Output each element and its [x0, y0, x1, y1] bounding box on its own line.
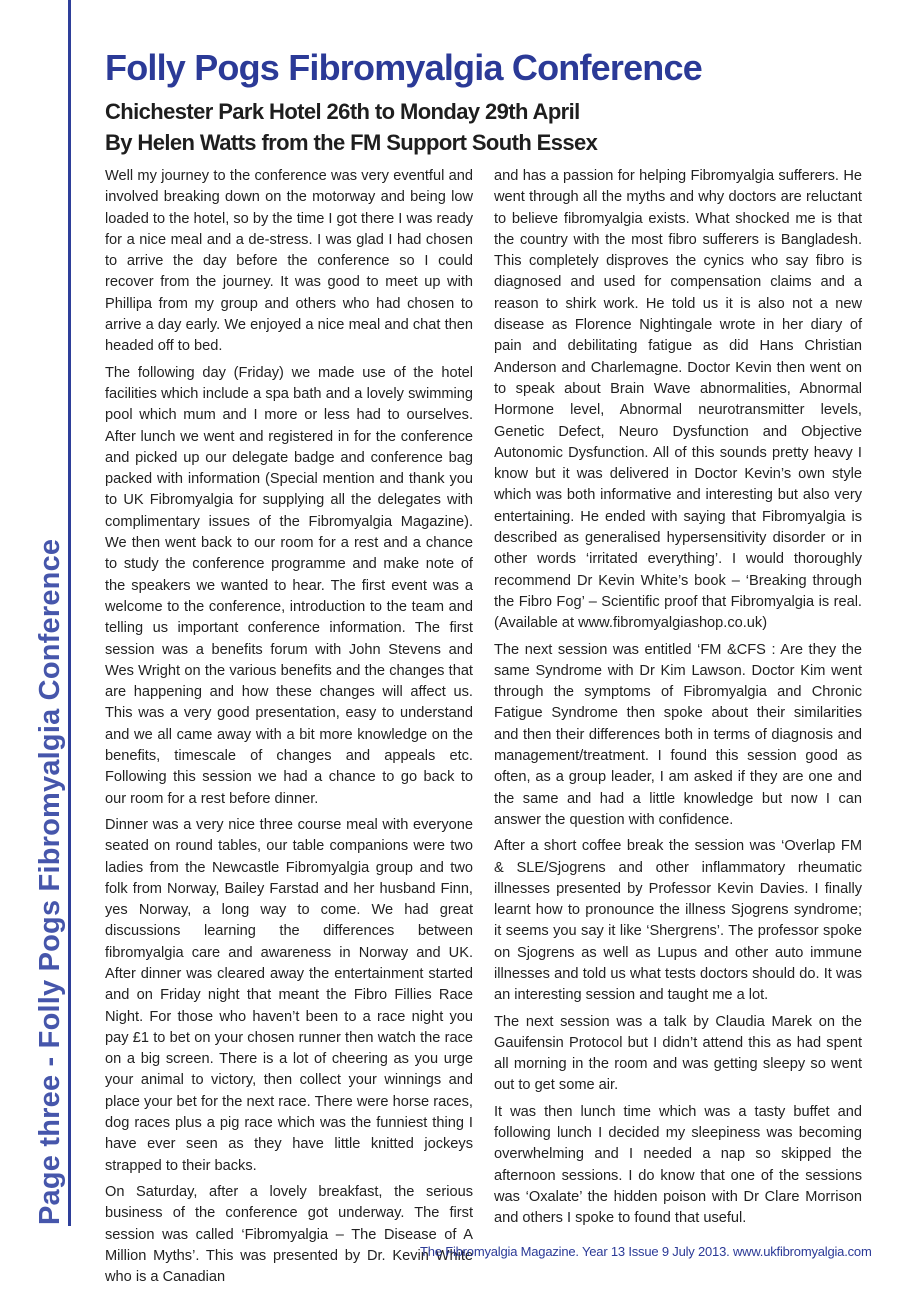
paragraph: Well my journey to the conference was very eventful and involved breaking down on the motorway and being low loaded to the hotel, so by the time I got there I was ready for a nice meal and a de-stress. I was glad I had chosen to arrive the day before the conference so I could recover from the journey. It was good to meet up with Phillipa from my group and others who had chosen to arrive a day early. We enjoyed a nice meal and chat then headed off to bed.: [105, 168, 473, 355]
vertical-divider-rule: [68, 0, 71, 1226]
paragraph: After a short coffee break the session was ‘Overlap FM & SLE/Sjogrens and other inflammatory rheumatic illnesses presented by Professor Kevin Davies. I finally learnt how to pronounce the illness Sjogrens syndrome; it seems you say it like ‘Shergrens’. The professor spoke on Sjogrens as well as Lupus and other auto immune illnesses and told us what tests doctors should do. It was an interesting session and taught me a lot.: [494, 838, 862, 1004]
article-column-right: [494, 166, 862, 1235]
article-subtitle-venue: Chichester Park Hotel 26th to Monday 29th April: [105, 99, 580, 124]
paragraph: and has a passion for helping Fibromyalgia sufferers. He went through all the myths and why doctors are reluctant to believe fibromyalgia exists. What shocked me is that the country with the most fibro sufferers is Bangladesh. This completely disproves the cynics who say fibro is diagnosed and used for compensation claims and a reason to shirk work. He told us it is also not a new disease as Florence Nightingale wrote in her diary of pain and debilitating fatigue as did Hans Christian Anderson and Charlemagne. Doctor Kevin then went on to speak about Brain Wave abnormalities, Abnormal Hormone level, Abnormal neurotransmitter levels, Genetic Defect, Neuro Dysfunction and Objective Autonomic Dysfunction. All of this sounds pretty heavy I know but it was delivered in Doctor Kevin’s own style which was both informative and interesting but also very entertaining. He ended with saying that Fibromyalgia is described as generalised hypersensitivity disorder or in other words ‘irritated everything’. I would thoroughly recommend Dr Kevin White’s book – ‘Breaking through the Fibro Fog’ – Scientific proof that Fibromyalgia is real.(Available at www.fibromyalgiashop.co.uk): [494, 168, 862, 632]
article-column-left: [105, 166, 473, 1293]
article-header: [105, 46, 885, 158]
page-footer: The Fibromyalgia Magazine. Year 13 Issue 9 July 2013. www.ukfibromyalgia.com: [420, 1244, 872, 1259]
paragraph: The following day (Friday) we made use of the hotel facilities which include a spa bath and a lovely swimming pool which mum and I more or less had to ourselves. After lunch we went and registered in for the conference and picked up our delegate badge and conference bag packed with information (Special mention and thank you to UK Fibromyalgia for supplying all the delegates with complimentary issues of the Fibromyalgia Magazine). We then went back to our room for a rest and a chance to study the conference programme and make note of the speakers we wanted to hear. The first event was a welcome to the conference, introduction to the team and telling us important conference information. The first session was a benefits forum with John Stevens and Wes Wright on the various benefits and the changes that are happening and how these changes will affect us. This was a very good presentation, easy to understand and we all came away with a bit more knowledge on the benefits, timescale of changes and appeals etc. Following this session we had a chance to go back to our room for a rest before dinner.: [105, 364, 473, 807]
article-title: Folly Pogs Fibromyalgia Conference: [105, 47, 702, 88]
article-byline: By Helen Watts from the FM Support South Essex: [105, 130, 598, 155]
vertical-page-label: Page three - Folly Pogs Fibromyalgia Conference: [34, 538, 66, 1225]
paragraph: On Saturday, after a lovely breakfast, the serious business of the conference got underway. The first session was called ‘Fibromyalgia – The Disease of A Million Myths’. This was presented by Dr. Kevin White who is a Canadian: [105, 1183, 473, 1286]
paragraph: The next session was entitled ‘FM &CFS : Are they the same Syndrome with Dr Kim Lawson. Doctor Kim went through the symptoms of Fibromyalgia and Chronic Fatigue Syndrome then spoke about their similarities and then their differences both in terms of diagnosis and management/treatment. I found this session good as often, as a group leader, I am asked if they are one and the same and had a little knowledge but now I can answer the question with confidence.: [494, 641, 862, 828]
paragraph: It was then lunch time which was a tasty buffet and following lunch I decided my sleepiness was becoming overwhelming and I needed a nap so skipped the afternoon sessions. I do know that one of the sessions was ‘Oxalate’ the hidden poison with Dr Clare Morrison and others I spoke to found that useful.: [494, 1103, 862, 1227]
paragraph: Dinner was a very nice three course meal with everyone seated on round tables, our table companions were two ladies from the Newcastle Fibromyalgia group and two folk from Norway, Bailey Farstad and her husband Finn, yes Norway, a long way to come. We had great discussions learning the differences between fibromyalgia care and awareness in Norway and UK. After dinner was cleared away the entertainment started and on Friday night that meant the Fibro Fillies Race Night. For those who haven’t been to a race night you pay £1 to bet on your chosen runner then watch the race on a big screen. There is a lot of cheering as you urge your animal to victory, then collect your winnings and place your bet for the next race. There were horse races, dog races plus a pig race which was the funniest thing I have ever seen as they have little knitted jockeys strapped to their backs.: [105, 816, 473, 1174]
paragraph: The next session was a talk by Claudia Marek on the Gauifensin Protocol but I didn’t attend this as had spent all morning in the room and was getting sleepy so went out to get some air.: [494, 1013, 862, 1094]
